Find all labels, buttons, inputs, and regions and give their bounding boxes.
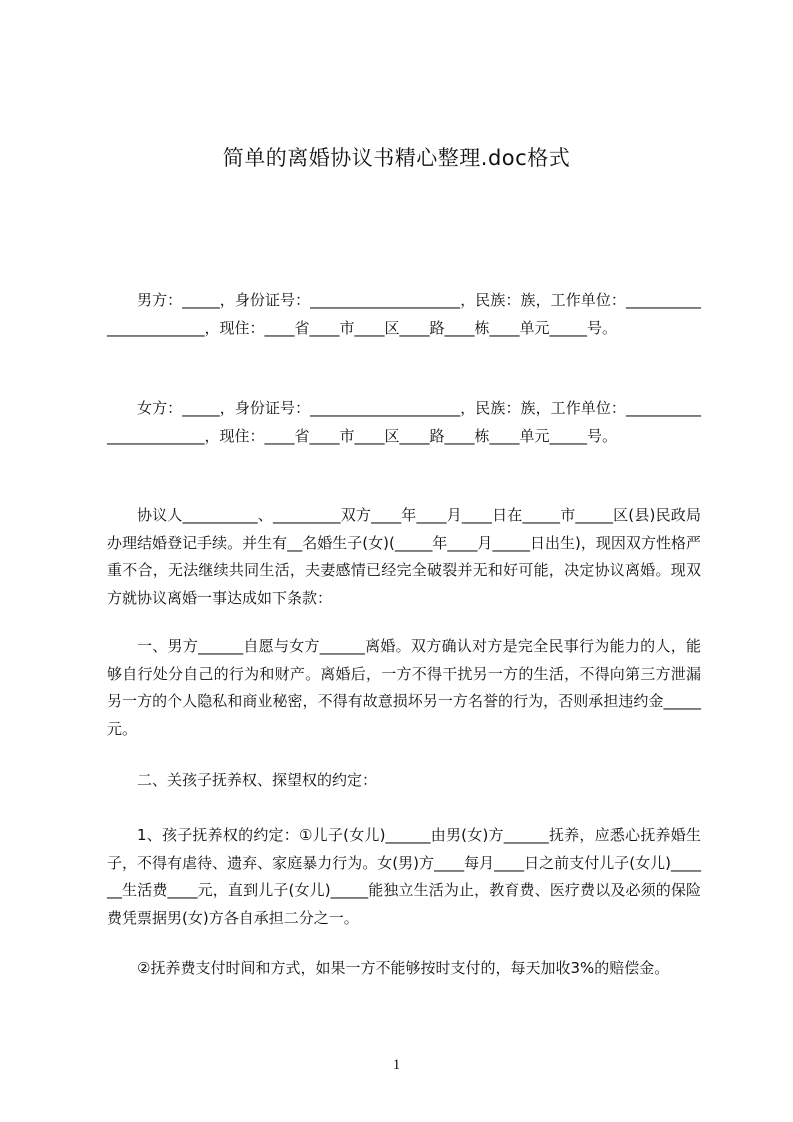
paragraph-support-payment	[107, 955, 701, 983]
paragraph-custody-clause	[107, 822, 701, 932]
paragraph-clause-one	[107, 633, 701, 743]
paragraph-text: 二、关孩子抚养权、探望权的约定：	[137, 771, 378, 789]
paragraph-text: 协议人__________、_________双方____年____月____日在_____市_____区(县)民政局办理结婚登记手续。并生有__名婚生子(女)(_____年____月_____日出生)，现因双方性格严重不合，无法继续共同生活，夫妻感情已经完全破裂并无和好可能，决定协议离婚。现双方就协议离婚一事达成如下条款：	[107, 506, 701, 607]
paragraph-text: 一、男方______自愿与女方______离婚。双方确认对方是完全民事行为能力的人，能够自行处分自己的行为和财产。离婚后，一方不得干扰另一方的生活，不得向第三方泄漏另一方的个人隐私和商业秘密，不得有故意损坏另一方名誉的行为，否则承担违约金_____元。	[107, 637, 701, 738]
page-number: 1	[392, 1057, 401, 1073]
paragraph-text: 1、孩子抚养权的约定：①儿子(女儿)______由男(女)方______抚养，应悉心抚养婚生子，不得有虐待、遗弃、家庭暴力行为。女(男)方____每月____日之前支付儿子(女儿)______生活费____元，直到儿子(女儿)_____能独立生活为止，教育费、医疗费以及必须的保险费凭票据男(女)方各自承担二分之一。	[107, 826, 701, 927]
paragraph-female-party	[107, 395, 701, 450]
paragraph-agreement-intro	[107, 502, 701, 612]
paragraph-clause-two-heading	[107, 767, 701, 795]
paragraph-text: 男方：_____，身份证号：____________________，民族：族，工作单位：_______________________，现住：____省____市____区____路____栋____单元_____号。	[107, 291, 701, 337]
document-title: 简单的离婚协议书精心整理.doc格式	[222, 146, 571, 170]
paragraph-text: ②抚养费支付时间和方式，如果一方不能够按时支付的，每天加收3%的赔偿金。	[137, 959, 670, 977]
paragraph-male-party	[107, 287, 701, 342]
paragraph-text: 女方：_____，身份证号：____________________，民族：族，工作单位：_______________________，现住：____省____市____区____路____栋____单元_____号。	[107, 399, 701, 445]
